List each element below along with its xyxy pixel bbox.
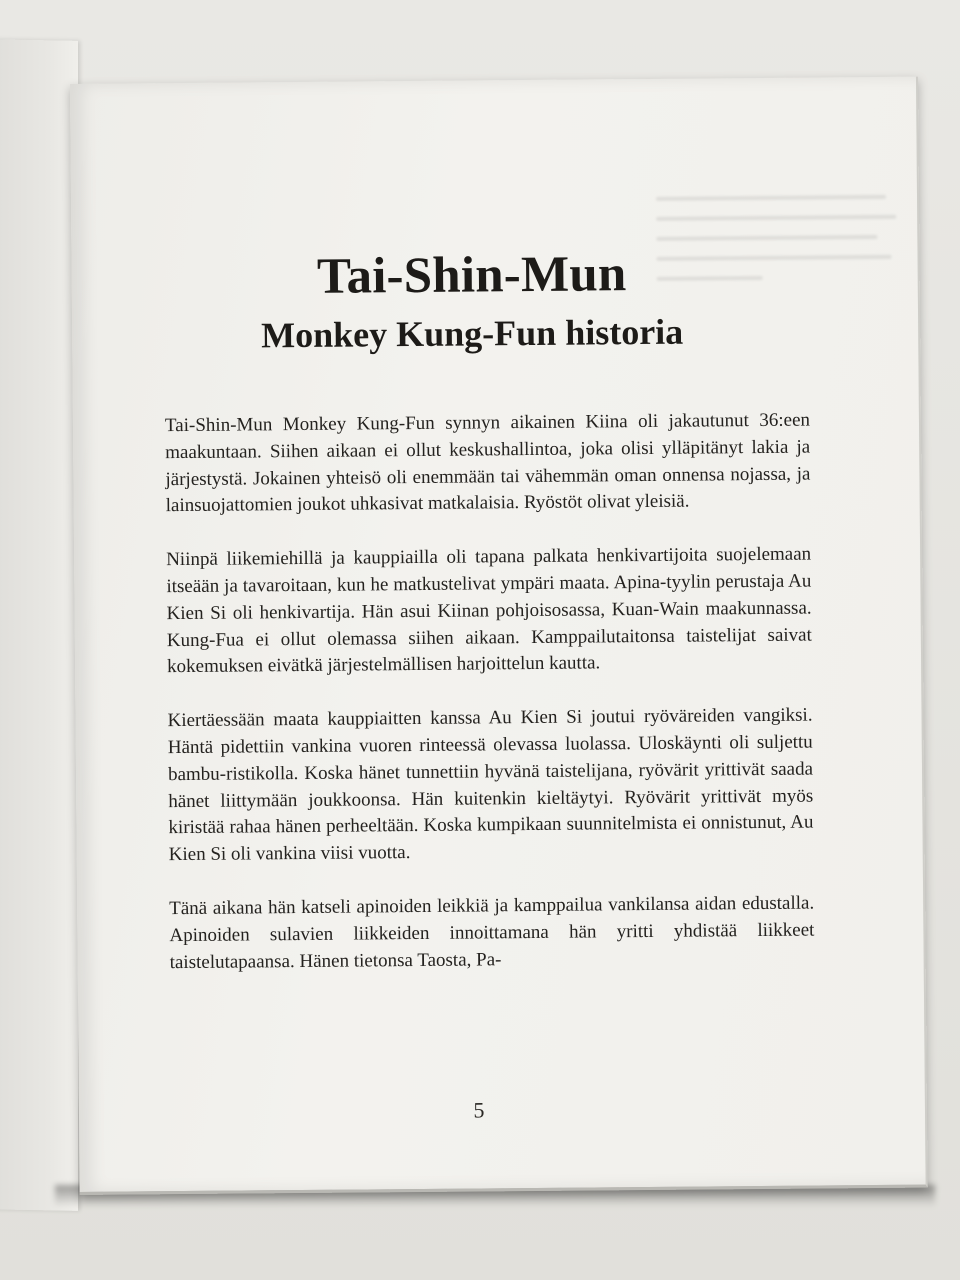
paragraph: Niinpä liikemiehillä ja kauppiailla oli tapana palkata henkivartijoita suojelemaan itseään ja tavaroitaan, kun he matkustelivat ympäri maata. Apina-tyylin perustaja Au Kien Si oli henkivartija. Hän asui Kiinan pohjoisosassa, Kuan-Wain maakunnassa. Kung-Fua ei ollut olemassa siihen aikaan. Kamppailutaitonsa taistelijat saivat kokemuksen eivätkä järjestelmällisen harjoittelun kautta. bbox=[166, 543, 812, 678]
body-text bbox=[165, 408, 815, 1004]
page-title: Tai-Shin-Mun bbox=[316, 246, 627, 305]
paragraph: Tänä aikana hän katseli apinoiden leikkiä ja kamppailua vankilansa aidan edustalla. Apinoiden sulavien liikkeiden innoittamana hän yritti yhdistää liikkeet taistelutapaansa. Hänen tietonsa Taosta, Pa- bbox=[169, 892, 815, 973]
paragraph: Tai-Shin-Mun Monkey Kung-Fun synnyn aikainen Kiina oli jakautunut 36:een maakuntaan. Siihen aikaan ei ollut keskushallintoa, joka olisi ylläpitänyt lakia ja järjestystä. Jokainen yhteisö oli enemmään tai vähemmän oman onnensa nojassa, ja lainsuojattomien joukot uhkasivat matkalaisia. Ryöstöt olivat yleisiä. bbox=[164, 409, 811, 517]
paragraph: Kiertäessään maata kauppiaitten kanssa Au Kien Si joutui ryöväreiden vangiksi. Häntä pidettiin vankina vuoren rinteessä olevassa luolassa. Uloskäynti oli suljettu bambu-ristikolla. Koska hänet tunnettiin hyvänä taistelijana, ryövärit yrittivät saada hänet liittymään joukkoonsa. Hän kuitenkin kieltäytyi. Ryövärit yrittivät myös kiristää rahaa hänen perheeltään. Koska kumpikaan suunnitelmista ei onnistunut, Au Kien Si oli vankina viisi vuotta. bbox=[167, 704, 814, 866]
page-number: 5 bbox=[473, 1097, 485, 1123]
page-subtitle: Monkey Kung-Fun historia bbox=[260, 311, 684, 356]
book-page bbox=[70, 77, 928, 1195]
facing-page-edge bbox=[0, 39, 78, 1211]
